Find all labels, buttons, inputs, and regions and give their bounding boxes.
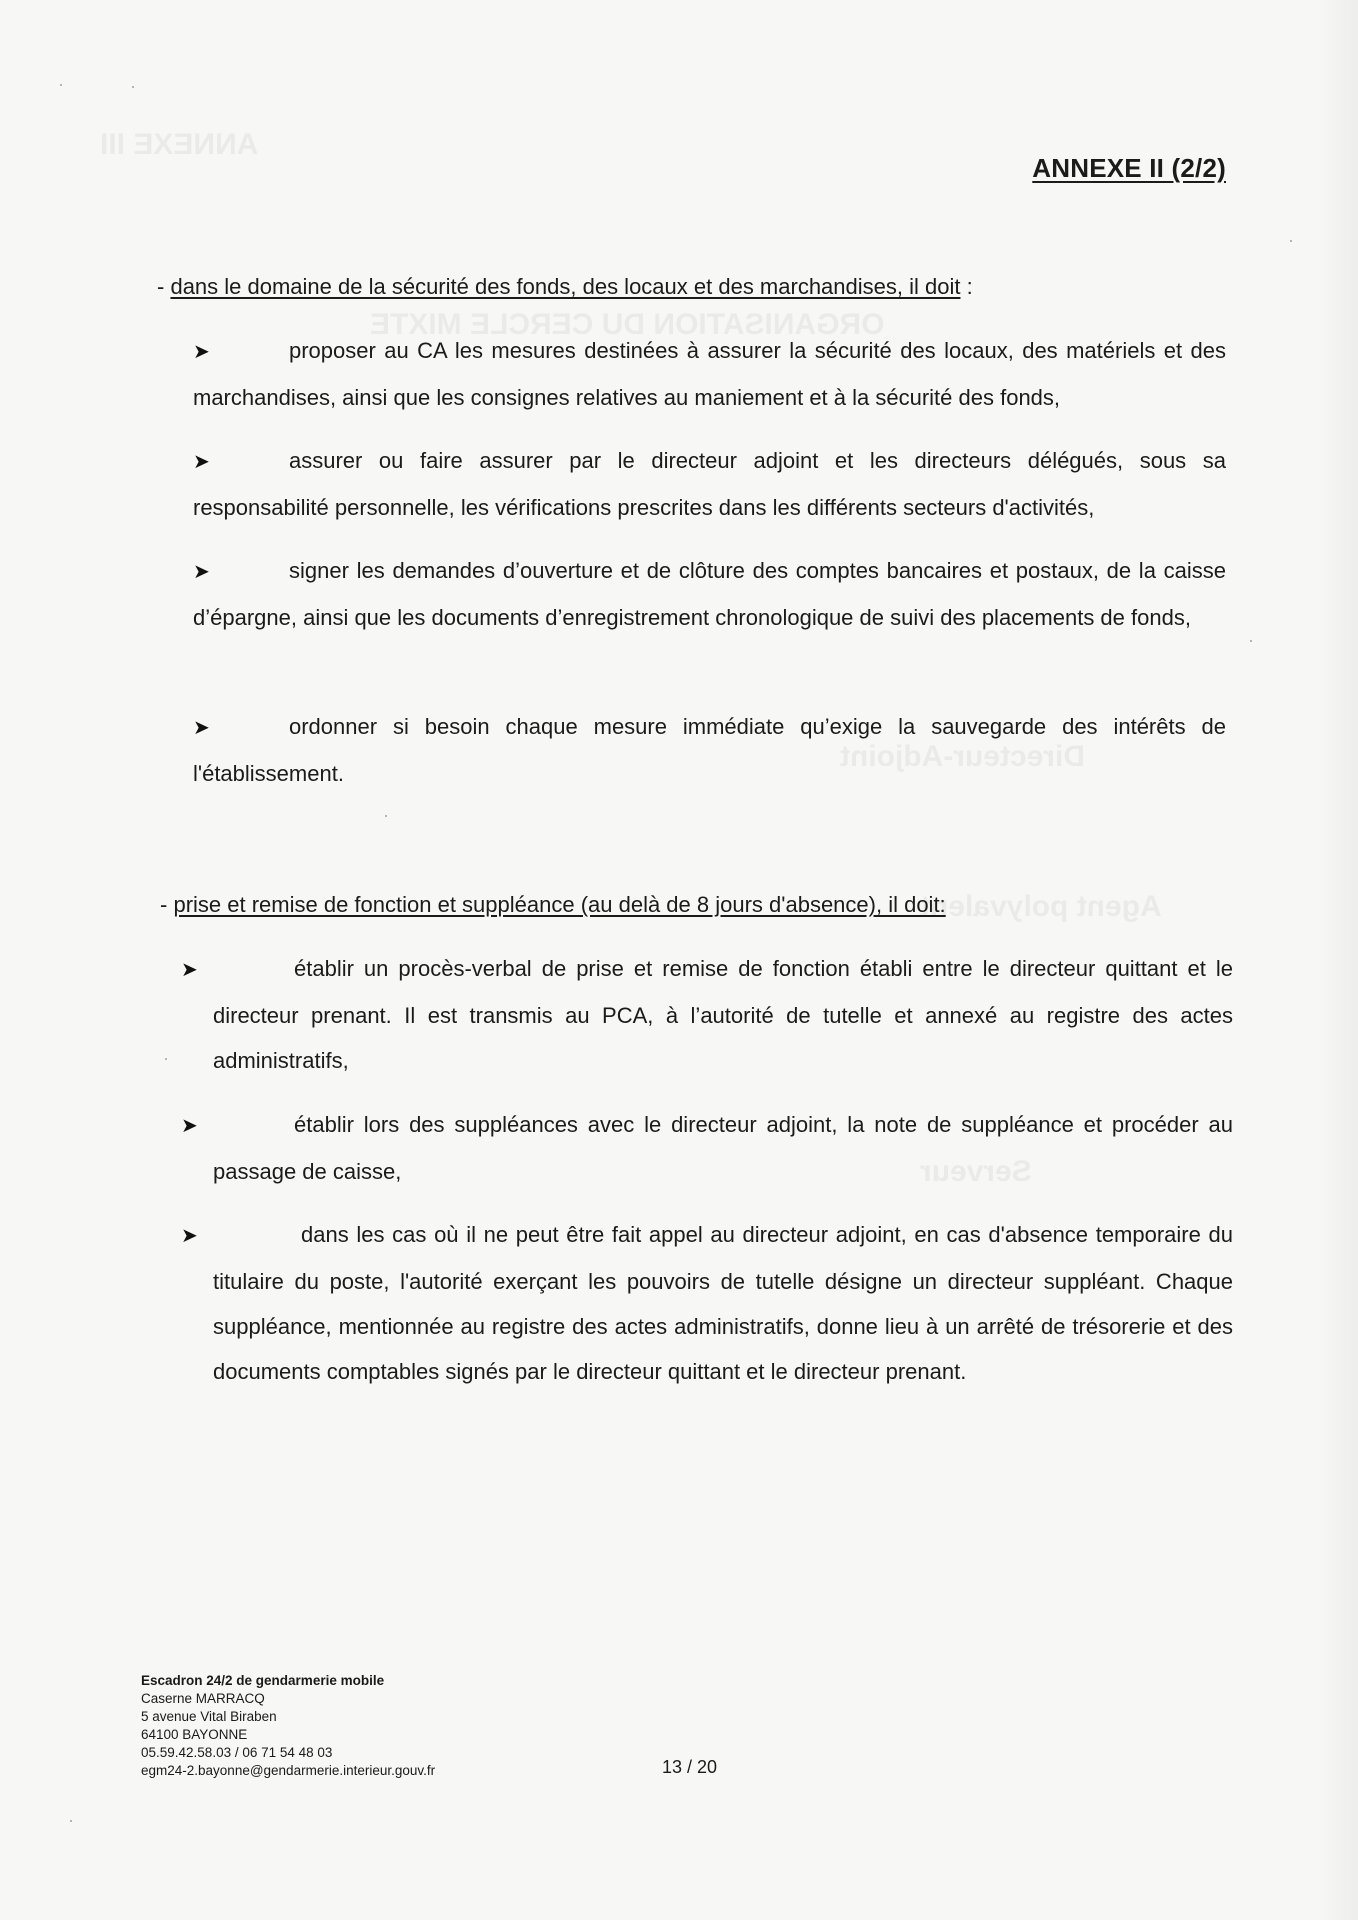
- bullet-item: [193, 548, 1226, 640]
- bullet-text: signer les demandes d’ouverture et de clôture des comptes bancaires et postaux, de la caisse d’épargne, ainsi que les documents d’enregistrement chronologique de suivi des placements de fonds,: [193, 558, 1226, 630]
- scan-speck: [1250, 640, 1252, 642]
- arrow-bullet-icon: ➤: [193, 561, 210, 583]
- bullet-item: [193, 438, 1226, 530]
- section-heading-security: [157, 272, 973, 302]
- bullet-text: assurer ou faire assurer par le directeur adjoint et les directeurs délégués, sous sa responsabilité personnelle, les vérifications prescrites dans les différents secteurs d'activités,: [193, 448, 1226, 520]
- show-through-mark: ANNEXE III: [100, 128, 259, 161]
- bullet-item: [193, 328, 1226, 420]
- show-through-mark: ORGANISATION DU CERCLE MIXTE: [370, 308, 885, 341]
- scan-speck: [165, 1058, 167, 1060]
- show-through-mark: Agent polyvalent: [920, 890, 1162, 923]
- footer-unit: Escadron 24/2 de gendarmerie mobile: [141, 1673, 385, 1688]
- bullet-item: [193, 704, 1226, 796]
- footer-phones: 05.59.42.58.03 / 06 71 54 48 03: [141, 1745, 333, 1760]
- scan-speck: [60, 84, 62, 86]
- bullet-text: établir un procès-verbal de prise et remise de fonction établi entre le directeur quittant et le directeur prenant. Il est transmis au PCA, à l’autorité de tutelle et annexé au registre des actes administratifs,: [213, 956, 1233, 1073]
- arrow-bullet-icon: ➤: [181, 1115, 198, 1137]
- bullet-text: proposer au CA les mesures destinées à assurer la sécurité des locaux, des matériels et des marchandises, ainsi que les consignes relatives au maniement et à la sécurité des fonds,: [193, 338, 1226, 410]
- bullet-item: [181, 946, 1233, 1083]
- page-number: 13 / 20: [662, 1757, 718, 1777]
- section-heading-suffix: :: [960, 274, 973, 299]
- footer-email: egm24-2.bayonne@gendarmerie.interieur.gouv.fr: [141, 1763, 436, 1778]
- bullet-item: [181, 1102, 1233, 1194]
- show-through-mark: Serveur: [920, 1155, 1032, 1188]
- section-heading-prefix: -: [160, 892, 174, 917]
- scan-speck: [1290, 240, 1292, 242]
- section-heading-prefix: -: [157, 274, 171, 299]
- footer-address: [141, 1672, 435, 1780]
- annexe-title: ANNEXE II (2/2): [1032, 153, 1226, 183]
- arrow-bullet-icon: ➤: [181, 959, 198, 981]
- scan-speck: [132, 86, 134, 88]
- bullet-text: dans les cas où il ne peut être fait appel au directeur adjoint, en cas d'absence temporaire du titulaire du poste, l'autorité exerçant les pouvoirs de tutelle désigne un directeur suppléant. Chaque suppléance, mentionnée au registre des actes administratifs, donne lieu à un arrêté de trésorerie et des documents comptables signés par le directeur quittant et le directeur prenant.: [213, 1222, 1233, 1384]
- scan-speck: [70, 1820, 72, 1822]
- page-edge-shadow: [1318, 0, 1358, 1920]
- arrow-bullet-icon: ➤: [193, 341, 210, 363]
- section-heading-handover: [160, 890, 946, 920]
- section-heading-text: prise et remise de fonction et suppléance (au delà de 8 jours d'absence), il doit:: [173, 892, 946, 917]
- footer-street: 5 avenue Vital Biraben: [141, 1709, 277, 1724]
- arrow-bullet-icon: ➤: [193, 451, 210, 473]
- bullet-text: ordonner si besoin chaque mesure immédiate qu’exige la sauvegarde des intérêts de l'établissement.: [193, 714, 1226, 786]
- footer-city: 64100 BAYONNE: [141, 1727, 248, 1742]
- arrow-bullet-icon: ➤: [193, 717, 210, 739]
- footer-barracks: Caserne MARRACQ: [141, 1691, 265, 1706]
- arrow-bullet-icon: ➤: [181, 1225, 198, 1247]
- section-heading-text: dans le domaine de la sécurité des fonds, des locaux et des marchandises, il doit: [170, 274, 961, 299]
- bullet-text: établir lors des suppléances avec le directeur adjoint, la note de suppléance et procéder au passage de caisse,: [213, 1112, 1233, 1184]
- scan-speck: [385, 815, 387, 817]
- show-through-mark: Directeur-Adjoint: [840, 740, 1086, 773]
- bullet-item: [181, 1212, 1233, 1394]
